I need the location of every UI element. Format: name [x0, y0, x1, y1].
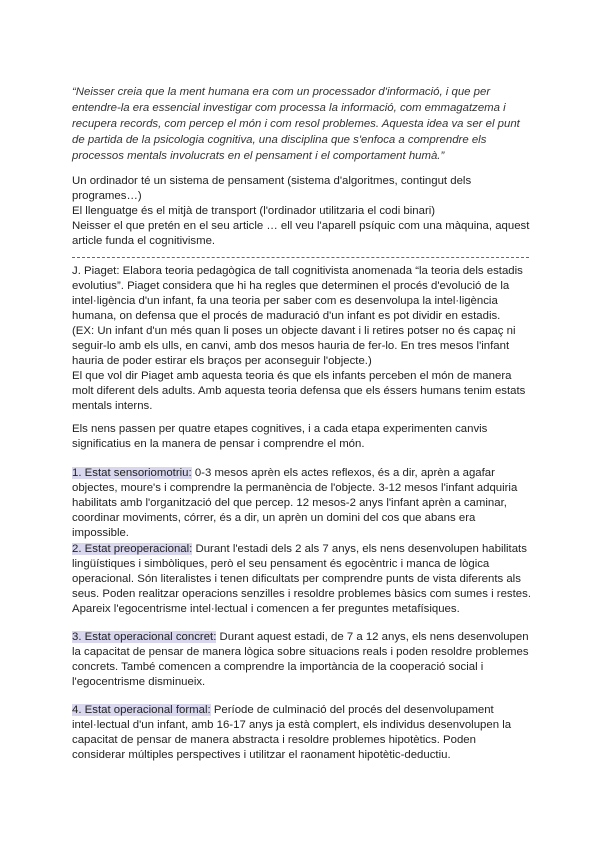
- intro-paragraph: [72, 174, 532, 249]
- stage-text: Període de culminació del procés del desenvolupament intel·lectual d'un infant, amb 16-17 anys ja està complert, els individus desenvolupen la capacitat de pensar de manera abstracta i resoldre problemes hipotètics. Poden considerar múltiples perspectives i utilitzar el raonament hipotètic-deductiu.: [72, 704, 512, 761]
- section-divider: [72, 257, 529, 258]
- stage-text: Durant l'estadi dels 2 als 7 anys, els nens desenvolupen habilitats lingüístiques i simbòliques, però el seu pensament és egocèntric i manca de lògica operacional. Són literalistes i tenen dificultats per comprendre punts de vista diferents als seus. Poden realitzar operacions senzilles i resoldre problemes bàsics com sumes i restes. Apareix l'egocentrisme intel·lectual i comencen a fer preguntes metafísiques.: [72, 543, 531, 615]
- intro-line: El llenguatge és el mitjà de transport (l'ordinador utilitzaria el codi binari): [72, 205, 436, 217]
- intro-line: Un ordinador té un sistema de pensament (sistema d'algoritmes, contingut dels programes…): [72, 175, 472, 202]
- stages-intro-paragraph: Els nens passen per quatre etapes cognitives, i a cada etapa experimenten canvis significatius en la manera de pensar i comprendre el món.: [72, 423, 488, 450]
- stage-text: 0-3 mesos aprèn els actes reflexos, és a dir, aprèn a agafar objectes, moure's i comprendre la permanència de l'objecte. 3-12 mesos l'infant adquiria habilitats amb l'organització del que percep. 12 mesos-2 anys l'infant aprèn a caminar, coordinar moviments, córrer, és a dir, un aprèn un domini del cos que abans era impossible.: [72, 467, 518, 539]
- stage-text: Durant aquest estadi, de 7 a 12 anys, els nens desenvolupen la capacitat de pensar de manera lògica sobre situacions reals i poden resoldre problemes concrets. També comencen a comprendre la importància de la cooperació social i l'egocentrisme disminueix.: [72, 631, 529, 688]
- stage-sensorimotor: [72, 466, 532, 541]
- stage-heading: 3. Estat operacional concret:: [72, 631, 217, 643]
- intro-line: Neisser el que pretén en el seu article … ell veu l'aparell psíquic com una màquina, aquest article funda el cognitivisme.: [72, 220, 530, 247]
- neisser-quote: “Neisser creia que la ment humana era com un processador d'informació, i que per entendre-la era essencial investigar com processa la informació, com emmagatzema i recupera records, com percep el món i com resol problemes. Aquesta idea va ser el punt de partida de la psicologia cognitiva, una disciplina que s'enfoca a comprendre els processos mentals involucrats en el pensament i el comportament humà.”: [72, 86, 520, 162]
- piaget-line: J. Piaget: Elabora teoria pedagògica de tall cognitivista anomenada “la teoria dels estadis evolutius”. Piaget considera que hi ha regles que determinen el procés d'evolució de la intel·ligència d'un infant, fa una teoria per saber com es desenvolupa la intel·ligència humana, on defensa que el procés de maduració d'un infant es pot dividir en estadis.: [72, 265, 523, 322]
- stage-concrete-operational: [72, 630, 532, 690]
- stage-preoperational: [72, 542, 532, 617]
- stage-heading: 2. Estat preoperacional:: [72, 543, 193, 555]
- stage-heading: 4. Estat operacional formal:: [72, 704, 211, 716]
- piaget-line: El que vol dir Piaget amb aquesta teoria és que els infants perceben el món de manera molt diferent dels adults. Amb aquesta teoria defensa que els éssers humans tenim estats mentals interns.: [72, 370, 526, 412]
- piaget-line: (EX: Un infant d'un més quan li poses un objecte davant i li retires potser no és capaç ni seguir-lo amb els ulls, en canvi, amb dos mesos hauria de fer-lo. En tres mesos l'infant hauria de poder estirar els braços per aconseguir l'objecte.): [72, 325, 516, 367]
- stage-formal-operational: [72, 703, 532, 763]
- piaget-paragraph: [72, 264, 532, 414]
- stage-heading: 1. Estat sensoriomotriu:: [72, 467, 192, 479]
